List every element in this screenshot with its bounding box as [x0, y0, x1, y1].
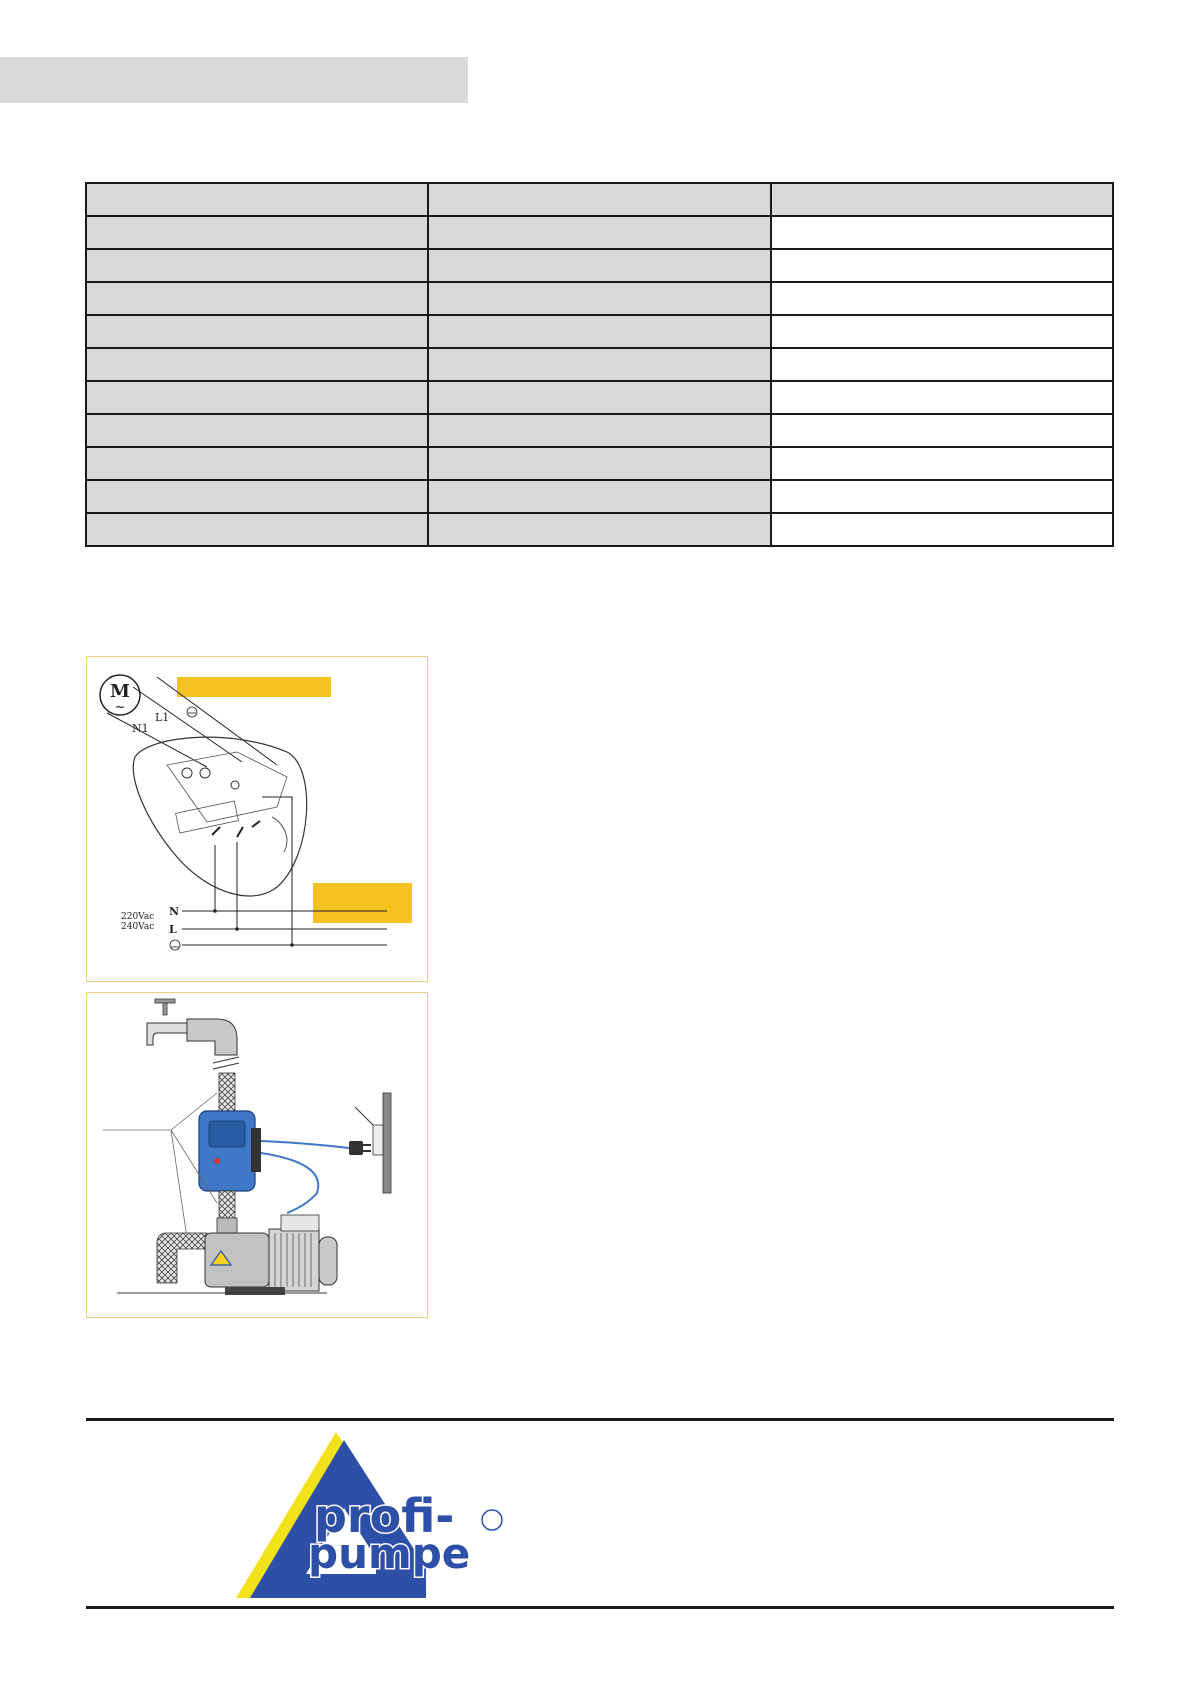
- table-cell: [771, 348, 1113, 381]
- line-l-label: L: [169, 923, 177, 936]
- line-n-label: N: [169, 905, 180, 918]
- table-cell: [428, 216, 770, 249]
- table-cell: [771, 216, 1113, 249]
- table-row: [86, 315, 1113, 348]
- motor-symbol: M: [110, 681, 130, 702]
- label-bar-top: [177, 677, 331, 697]
- footer-rule-top: [86, 1418, 1114, 1421]
- table-cell: [428, 480, 770, 513]
- wiring-diagram: [86, 656, 428, 982]
- table-cell: [86, 414, 428, 447]
- table-row: [86, 216, 1113, 249]
- table-cell: [86, 381, 428, 414]
- table-cell: [86, 315, 428, 348]
- table-cell: [86, 480, 428, 513]
- table-cell: [771, 480, 1113, 513]
- voltage-240: 240Vac: [121, 922, 155, 932]
- earth-icon: [170, 940, 180, 950]
- table-cell: [428, 348, 770, 381]
- voltage-220: 220Vac: [121, 912, 155, 922]
- specification-table: [85, 182, 1114, 547]
- table-cell: [771, 282, 1113, 315]
- table-row: [86, 480, 1113, 513]
- table-cell: [428, 414, 770, 447]
- table-cell: [771, 447, 1113, 480]
- table-row: [86, 513, 1113, 546]
- table-cell: [771, 381, 1113, 414]
- table-row: [86, 381, 1113, 414]
- label-bar-side: [313, 883, 412, 923]
- table-cell: [86, 348, 428, 381]
- footer-rule-bottom: [86, 1606, 1114, 1609]
- table-cell: [771, 315, 1113, 348]
- wire-l1-label: L1: [155, 711, 170, 724]
- registered-mark-icon: [482, 1510, 502, 1530]
- table-row: [86, 282, 1113, 315]
- table-cell: [86, 216, 428, 249]
- table-cell: [428, 183, 770, 216]
- table-cell: [428, 315, 770, 348]
- table-cell: [428, 447, 770, 480]
- header-band: [0, 57, 468, 103]
- table-cell: [771, 513, 1113, 546]
- table-cell: [771, 414, 1113, 447]
- wire-n1-label: N1: [132, 722, 149, 735]
- table-cell: [86, 249, 428, 282]
- table-cell: [86, 513, 428, 546]
- table-cell: [428, 513, 770, 546]
- logo-text-line2: pumpe: [308, 1529, 471, 1578]
- table-cell: [86, 447, 428, 480]
- installation-diagram: [86, 992, 428, 1318]
- table-cell: [86, 282, 428, 315]
- table-row: [86, 249, 1113, 282]
- logo-text-line1: profi-: [314, 1489, 455, 1543]
- table-cell: [428, 249, 770, 282]
- table-cell: [428, 282, 770, 315]
- table-row: [86, 414, 1113, 447]
- table-cell: [771, 183, 1113, 216]
- profi-pumpe-logo: [236, 1432, 508, 1598]
- table-row: [86, 447, 1113, 480]
- table-row: [86, 183, 1113, 216]
- motor-tilde: ~: [114, 700, 126, 715]
- table-row: [86, 348, 1113, 381]
- table-cell: [86, 183, 428, 216]
- table-cell: [771, 249, 1113, 282]
- table-cell: [428, 381, 770, 414]
